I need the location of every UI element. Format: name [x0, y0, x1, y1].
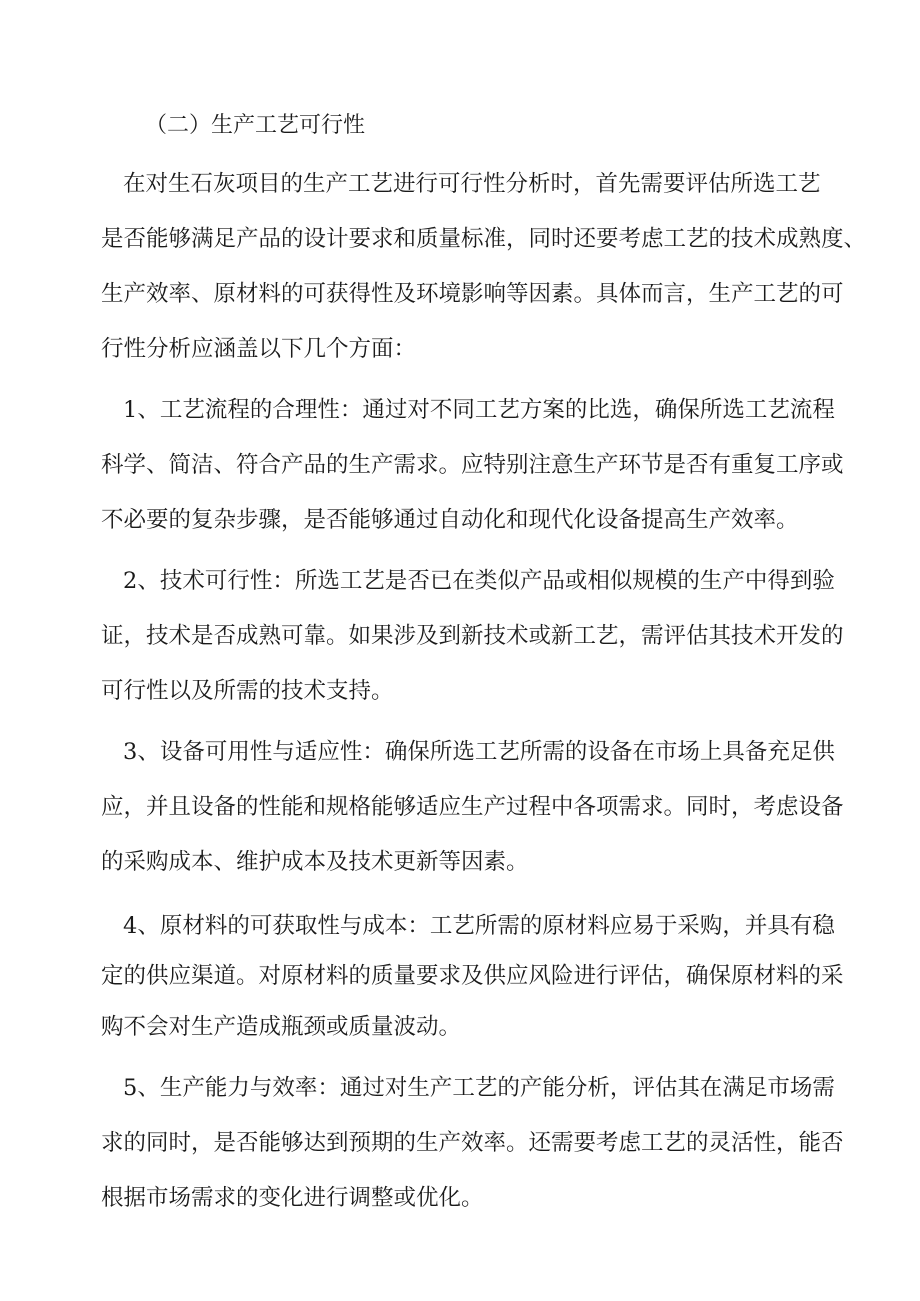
section-heading: （二）生产工艺可行性	[145, 113, 366, 138]
paragraph-line: 求的同时，是否能够达到预期的生产效率。还需要考虑工艺的灵活性，能否	[101, 1130, 844, 1156]
paragraph-line: 定的供应渠道。对原材料的质量要求及供应风险进行评估，确保原材料的采	[101, 963, 844, 989]
paragraph-line: 2、技术可行性：所选工艺是否已在类似产品或相似规模的生产中得到验	[123, 568, 835, 594]
paragraph-line: 购不会对生产造成瓶颈或质量波动。	[101, 1014, 462, 1040]
paragraph-line: 证，技术是否成熟可靠。如果涉及到新技术或新工艺，需评估其技术开发的	[101, 623, 844, 649]
paragraph-line: 3、设备可用性与适应性：确保所选工艺所需的设备在市场上具备充足供	[123, 739, 835, 765]
paragraph-line: 1、工艺流程的合理性：通过对不同工艺方案的比选，确保所选工艺流程	[123, 397, 835, 423]
paragraph-line: 不必要的复杂步骤，是否能够通过自动化和现代化设备提高生产效率。	[101, 507, 799, 533]
paragraph-line: 4、原材料的可获取性与成本：工艺所需的原材料应易于采购，并具有稳	[123, 913, 835, 939]
paragraph-line: 行性分析应涵盖以下几个方面：	[101, 336, 417, 362]
paragraph-line: 生产效率、原材料的可获得性及环境影响等因素。具体而言，生产工艺的可	[101, 281, 844, 307]
paragraph-line: 5、生产能力与效率：通过对生产工艺的产能分析，评估其在满足市场需	[123, 1075, 835, 1101]
paragraph-line: 科学、简洁、符合产品的生产需求。应特别注意生产环节是否有重复工序或	[101, 452, 844, 478]
paragraph-line: 根据市场需求的变化进行调整或优化。	[101, 1185, 484, 1211]
paragraph-line: 应，并且设备的性能和规格能够适应生产过程中各项需求。同时，考虑设备	[101, 794, 844, 820]
paragraph-line: 可行性以及所需的技术支持。	[101, 678, 394, 704]
paragraph-line: 是否能够满足产品的设计要求和质量标准，同时还要考虑工艺的技术成熟度、	[101, 226, 867, 252]
paragraph-line: 在对生石灰项目的生产工艺进行可行性分析时，首先需要评估所选工艺	[123, 171, 821, 197]
paragraph-line: 的采购成本、维护成本及技术更新等因素。	[101, 849, 529, 875]
